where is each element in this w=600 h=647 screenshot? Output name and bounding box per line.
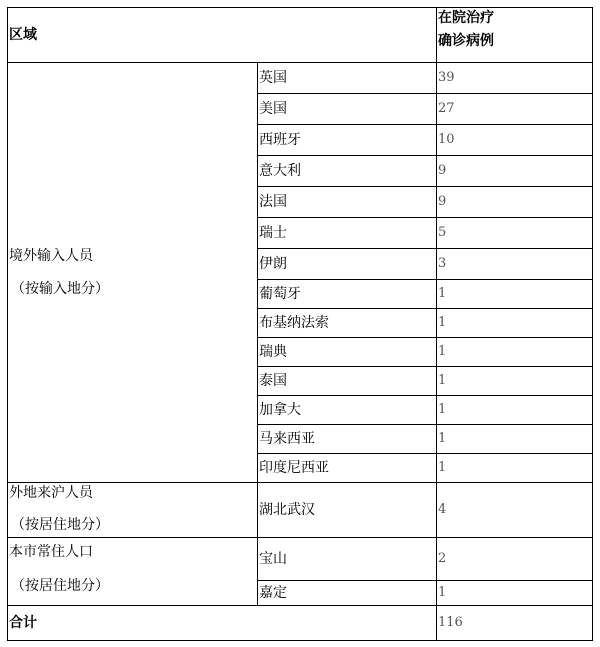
group-cell-resident: [8, 538, 258, 606]
group-name: 本市常住人口: [9, 544, 93, 560]
place-cell: 加拿大: [258, 396, 437, 425]
count-cell: 1: [437, 280, 593, 309]
header-cases-line2: 确诊病例: [438, 33, 494, 49]
place-cell: 美国: [258, 94, 437, 125]
place-cell: 布基纳法索: [258, 309, 437, 338]
count-cell: 4: [437, 483, 593, 538]
place-cell: 西班牙: [258, 125, 437, 156]
place-cell: 法国: [258, 187, 437, 218]
place-cell: 瑞典: [258, 338, 437, 367]
count-cell: 9: [437, 156, 593, 187]
count-cell: 1: [437, 454, 593, 483]
group-note: （按居住地分）: [11, 578, 109, 594]
table-row: [8, 538, 593, 581]
total-label: 合计: [8, 606, 437, 641]
place-cell: 印度尼西亚: [258, 454, 437, 483]
count-cell: 39: [437, 63, 593, 94]
count-cell: 10: [437, 125, 593, 156]
group-note: （按居住地分）: [11, 517, 109, 533]
count-cell: 1: [437, 396, 593, 425]
place-cell: 宝山: [258, 538, 437, 581]
header-region: [8, 8, 437, 63]
count-cell: 1: [437, 338, 593, 367]
group-cell-overseas: [8, 63, 258, 483]
group-note: （按输入地分）: [11, 280, 109, 297]
place-cell: 嘉定: [258, 581, 437, 606]
place-cell: 瑞士: [258, 218, 437, 249]
count-cell: 1: [437, 581, 593, 606]
count-cell: 3: [437, 249, 593, 280]
group-name: 境外输入人员: [9, 247, 93, 264]
count-cell: 1: [437, 367, 593, 396]
total-row: [8, 606, 593, 641]
header-region-label: 区域: [9, 27, 37, 43]
confirmed-cases-table: [7, 7, 593, 641]
place-cell: 意大利: [258, 156, 437, 187]
count-cell: 27: [437, 94, 593, 125]
place-cell: 湖北武汉: [258, 483, 437, 538]
count-cell: 9: [437, 187, 593, 218]
table-row: [8, 63, 593, 94]
total-count: 116: [437, 606, 593, 641]
table-row: [8, 483, 593, 538]
place-cell: 葡萄牙: [258, 280, 437, 309]
header-cases: [437, 8, 593, 63]
count-cell: 2: [437, 538, 593, 581]
header-row: [8, 8, 593, 63]
place-cell: 马来西亚: [258, 425, 437, 454]
place-cell: 伊朗: [258, 249, 437, 280]
place-cell: 泰国: [258, 367, 437, 396]
place-cell: 英国: [258, 63, 437, 94]
header-cases-line1: 在院治疗: [438, 10, 494, 26]
count-cell: 1: [437, 425, 593, 454]
group-name: 外地来沪人员: [9, 485, 93, 501]
count-cell: 1: [437, 309, 593, 338]
group-cell-nonlocal: [8, 483, 258, 538]
count-cell: 5: [437, 218, 593, 249]
